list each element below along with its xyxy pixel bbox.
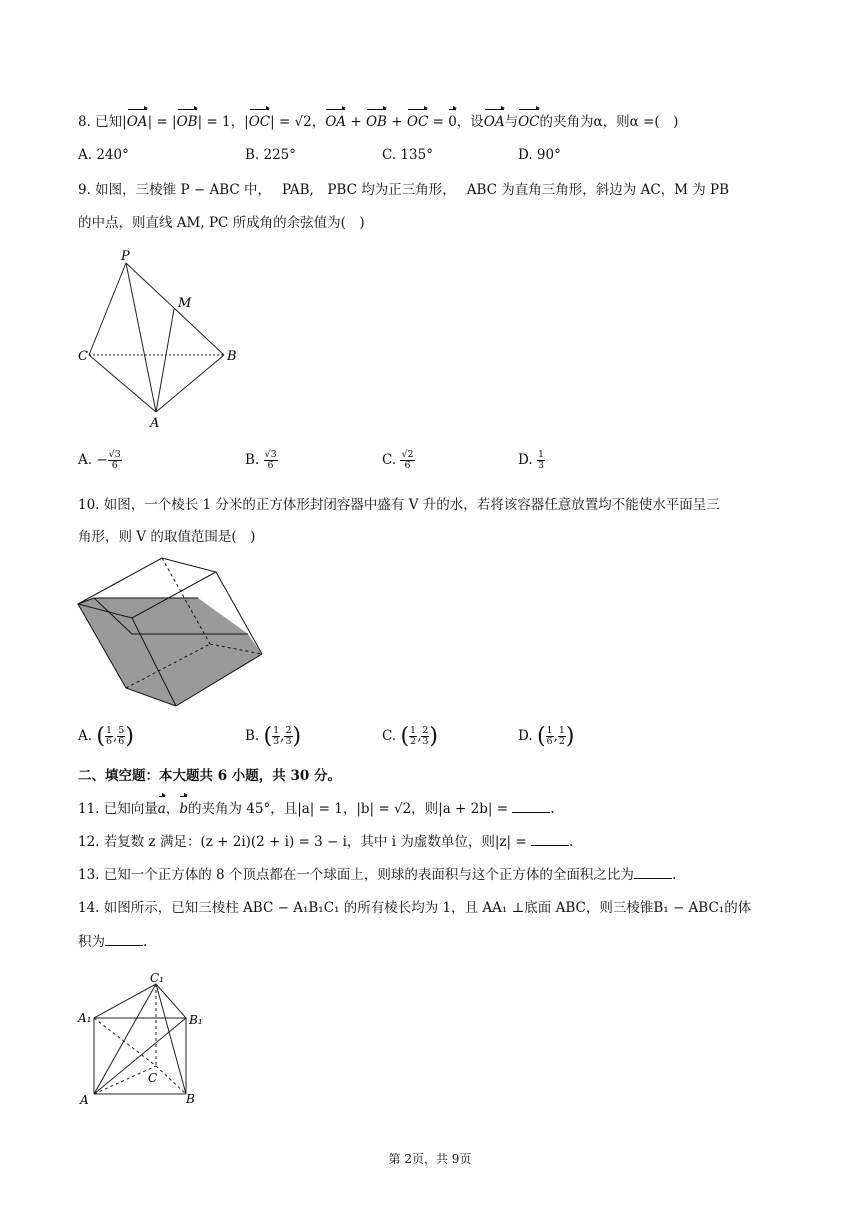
label-b: B [227,349,237,364]
q14-stem-line2: 积为 . [78,934,148,950]
edge-pc [89,263,126,355]
q8-option-c[interactable]: C. 135° [382,147,433,163]
q9-option-d[interactable]: D. $\frac{1}{3}$ [518,449,544,471]
q10-option-c[interactable]: C. ( $\frac{1}{2}$ , $\frac{2}{3}$ ) [382,724,439,749]
page-footer: 第 2页，共 9页 [388,1152,472,1166]
q12-stem: 12. 若复数 z 满足：(z + 2i)(2 + i) = 3 − i，其中 i 为虚数单位，则|z| = . [78,834,574,850]
q10-option-b[interactable]: B. ( $\frac{1}{3}$ , $\frac{2}{3}$ ) [245,724,302,749]
q10-option-a[interactable]: A. ( $\frac{1}{6}$ , $\frac{5}{6}$ ) [78,724,134,749]
q10-cube-figure [76,556,268,708]
q8-stem: 8. 已知|OA| = |OB| = 1，|OC| = √2，OA + OB + OC = 0，设OA与OC的夹角为α，则α =( ) [78,114,679,130]
q9-stem-line1: 9. 如图，三棱锥 P − ABC 中， PAB, PBC 均为正三角形， ABC 为直角三角形，斜边为 AC，M 为 PB [78,182,730,198]
q11-answer-blank[interactable] [512,800,550,813]
q9-pyramid-figure [76,245,246,435]
q8-option-d[interactable]: D. 90° [518,147,561,163]
q12-answer-blank[interactable] [531,833,569,846]
label-b: B [186,1092,195,1106]
q13-answer-blank[interactable] [634,866,672,879]
edge-ab1 [94,1018,186,1094]
q9-option-a[interactable]: A. − $\frac{√3}{6}$ [78,449,121,471]
q11-stem: 11. 已知向量a，b的夹角为 45°，且|a| = 1，|b| = √2，则|a + 2b| = . [78,801,555,817]
q8-option-b[interactable]: B. 225° [245,147,297,163]
section-heading-fill-in: 二、填空题：本大题共 6 小题，共 30 分。 [78,768,341,784]
q14-stem-line1: 14. 如图所示，已知三棱柱 ABC − A₁B₁C₁ 的所有棱长均为 1，且 AA₁ ⊥底面 ABC，则三棱锥B₁ − ABC₁的体 [78,900,752,916]
label-b1: B₁ [189,1013,203,1027]
label-m: M [178,296,192,311]
q10-option-d[interactable]: D. ( $\frac{1}{6}$ , $\frac{1}{2}$ ) [518,724,575,749]
q9-option-c[interactable]: C. $\frac{√2}{6}$ [382,449,414,471]
edge-ba [156,355,224,412]
edge-ac-hidden [94,1066,156,1094]
q10-stem-line1: 10. 如图，一个棱长 1 分米的正方体形封闭容器中盛有 V 升的水，若将该容器任意放置均不能使水平面呈三 [78,497,720,513]
q8-option-a[interactable]: A. 240° [78,147,129,163]
q13-stem: 13. 已知一个正方体的 8 个顶点都在一个球面上，则球的表面积与这个正方体的全面积之比为 . [78,867,677,883]
q14-prism-figure [76,970,216,1110]
edge-am [156,309,174,412]
label-c: C [148,1071,158,1085]
q10-stem-line2: 角形，则 V 的取值范围是( ) [78,529,256,545]
q14-answer-blank[interactable] [105,933,143,946]
label-a: A [150,416,160,431]
label-a: A [80,1093,89,1107]
q9-option-b[interactable]: B. $\frac{√3}{6}$ [245,449,277,471]
edge-a1c-hidden [94,1018,156,1066]
edge-cb-hidden [156,1066,186,1094]
label-a1: A₁ [78,1011,92,1025]
label-c: C [78,349,88,364]
edge-pb [126,263,224,355]
q9-stem-line2: 的中点，则直线 AM, PC 所成角的余弦值为( ) [78,215,365,231]
label-p: P [121,249,130,264]
label-c1: C₁ [150,971,164,985]
